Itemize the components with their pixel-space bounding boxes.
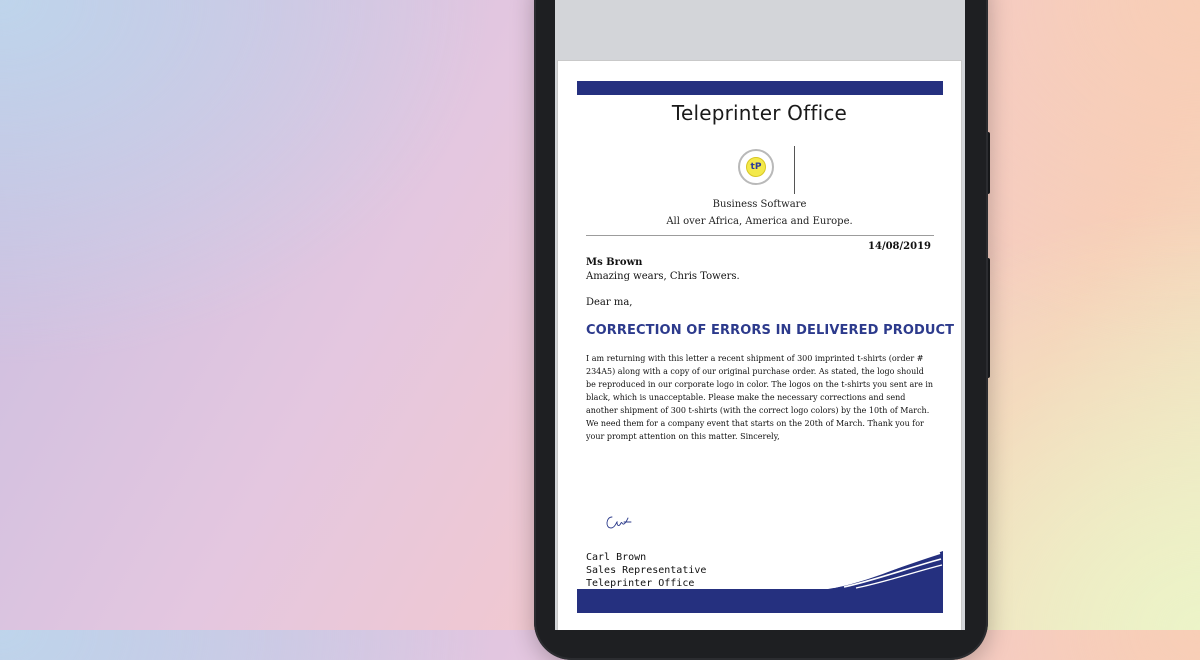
letter-body: I am returning with this letter a recent shipment of 300 imprinted t-shirts (order # 234A5) along with a copy of our original purchase order. As stated, the logo should be reproduced in our corporate logo in color. The logos on the t-shirts you sent are in black, which is unacceptable. Please make the necessary corrections and send another shipment of 300 t-shirts (with the correct logo colors) by the 10th of March. We need them for a company event that starts on the 20th of March. Thank you for your prompt attention on this matter. Sincerely, xyxy=(586,354,934,441)
company-name: Teleprinter Office xyxy=(671,101,848,125)
signer-title: Sales Representative xyxy=(586,565,707,576)
letter-subject: CORRECTION OF ERRORS IN DELIVERED PRODUCT xyxy=(586,323,955,338)
footer-color-bar xyxy=(577,589,943,613)
teleprinter-logo-icon xyxy=(738,149,774,185)
handwritten-signature-icon xyxy=(604,513,634,533)
tagline-line2: All over Africa, America and Europe. xyxy=(666,216,853,227)
swoosh-lines-icon xyxy=(828,551,943,591)
signer-company: Teleprinter Office xyxy=(586,578,695,589)
recipient-address: Amazing wears, Chris Towers. xyxy=(586,271,740,282)
letter-document xyxy=(557,60,962,630)
tagline-line1: Business Software xyxy=(712,199,807,210)
signature-block xyxy=(586,551,706,590)
salutation: Dear ma, xyxy=(586,297,633,308)
logo-divider xyxy=(794,146,795,194)
header-color-bar xyxy=(577,81,943,95)
signer-name: Carl Brown xyxy=(586,552,647,563)
recipient-name: Ms Brown xyxy=(586,257,643,268)
header-rule xyxy=(586,235,934,236)
logo-badge: tP xyxy=(746,157,766,177)
phone-screen[interactable] xyxy=(555,0,965,630)
letter-date: 14/08/2019 xyxy=(868,241,931,252)
